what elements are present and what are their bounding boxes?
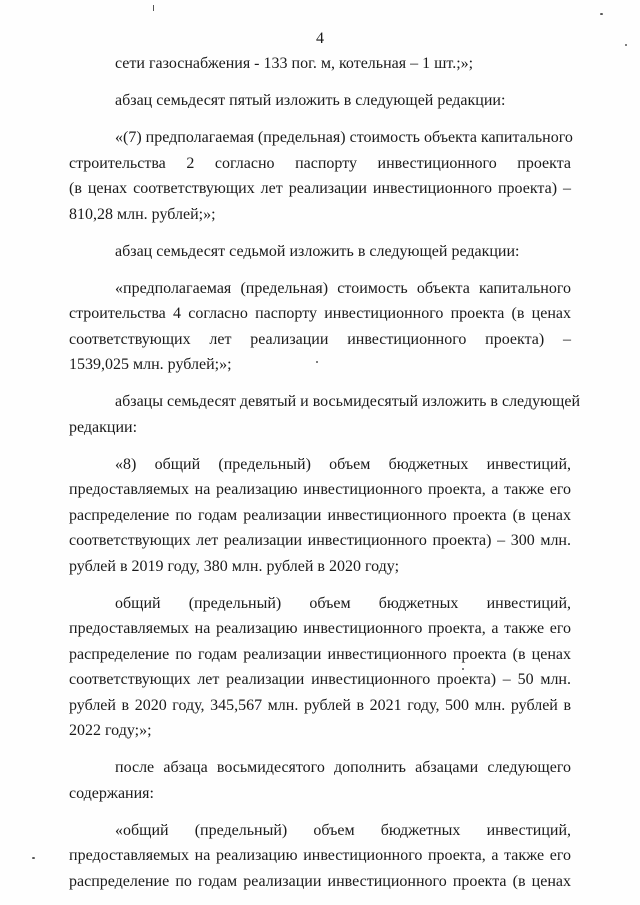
- scan-artifact-mark: [316, 361, 318, 363]
- paragraph: [69, 591, 571, 744]
- text-line: предоставляемых на реализацию инвестиционного проекта, а также его: [69, 620, 571, 637]
- scan-artifact-mark: [153, 5, 154, 11]
- text-line: предоставляемых на реализацию инвестиционного проекта, а также его: [69, 847, 571, 864]
- document-body: [69, 51, 581, 894]
- text-line: строительства 4 согласно паспорту инвестиционного проекта (в ценах: [69, 305, 571, 322]
- page-number: 4: [316, 30, 324, 47]
- paragraph: [69, 389, 581, 440]
- paragraph: [69, 452, 571, 580]
- paragraph-spacing: [69, 744, 571, 756]
- paragraph: [69, 125, 571, 227]
- paragraph-spacing: [69, 579, 571, 591]
- text-line: после абзаца восьмидесятого дополнить абзацами следующего: [115, 759, 571, 776]
- text-line: абзац семьдесят пятый изложить в следующей редакции:: [115, 92, 506, 109]
- paragraph-spacing: [69, 378, 571, 390]
- scan-artifact-mark: [462, 668, 464, 670]
- paragraph: [69, 88, 571, 114]
- paragraph: [69, 818, 571, 895]
- text-line: абзацы семьдесят девятый и восьмидесятый изложить в следующей: [115, 393, 581, 410]
- paragraph-spacing: [69, 114, 571, 126]
- text-line: редакции:: [69, 418, 138, 436]
- paragraph-spacing: [69, 77, 571, 89]
- paragraph-spacing: [69, 806, 571, 818]
- text-line: содержания:: [69, 784, 154, 802]
- text-line: 1539,025 млн. рублей;»;: [69, 356, 232, 373]
- text-line: «8) общий (предельный) объем бюджетных инвестиций,: [115, 455, 571, 473]
- paragraph-spacing: [69, 440, 571, 452]
- text-line: распределение по годам реализации инвестиционного проекта (в ценах: [69, 506, 571, 524]
- text-line: 2022 году;»;: [69, 722, 152, 739]
- text-line: строительства 2 согласно паспорту инвестиционного проекта: [69, 154, 571, 172]
- text-line: «предполагаемая (предельная) стоимость объекта капитального: [115, 279, 571, 297]
- text-line: соответствующих лет реализации инвестиционного проекта) – 300 млн.: [69, 532, 571, 549]
- paragraph: [69, 239, 571, 265]
- paragraph: [69, 755, 571, 806]
- text-line: рублей в 2020 году, 345,567 млн. рублей в 2021 году, 500 млн. рублей в: [69, 696, 571, 714]
- text-line: абзац семьдесят седьмой изложить в следующей редакции:: [115, 242, 520, 260]
- paragraph: [69, 276, 571, 378]
- text-line: распределение по годам реализации инвестиционного проекта (в ценах: [69, 872, 571, 890]
- text-line: распределение по годам реализации инвестиционного проекта (в ценах: [69, 645, 571, 663]
- scan-artifact-mark: [32, 857, 35, 859]
- text-line: соответствующих лет реализации инвестиционного проекта) –: [69, 330, 571, 348]
- text-line: (в ценах соответствующих лет реализации инвестиционного проекта) –: [69, 180, 571, 197]
- text-line: 810,28 млн. рублей;»;: [69, 205, 216, 223]
- text-line: «общий (предельный) объем бюджетных инвестиций,: [115, 821, 571, 839]
- text-line: сети газоснабжения - 133 пог. м, котельная – 1 шт.;»;: [115, 55, 474, 72]
- text-line: предоставляемых на реализацию инвестиционного проекта, а также его: [69, 481, 571, 498]
- scan-artifact-mark: [625, 44, 627, 46]
- text-line: «(7) предполагаемая (предельная) стоимость объекта капитального: [115, 129, 573, 146]
- text-line: соответствующих лет реализации инвестиционного проекта) – 50 млн.: [69, 671, 571, 688]
- text-line: рублей в 2019 году, 380 млн. рублей в 2020 году;: [69, 557, 400, 575]
- paragraph: [69, 51, 571, 77]
- text-line: общий (предельный) объем бюджетных инвестиций,: [115, 594, 571, 612]
- scan-artifact-mark: [600, 13, 603, 15]
- paragraph-spacing: [69, 227, 571, 239]
- paragraph-spacing: [69, 264, 571, 276]
